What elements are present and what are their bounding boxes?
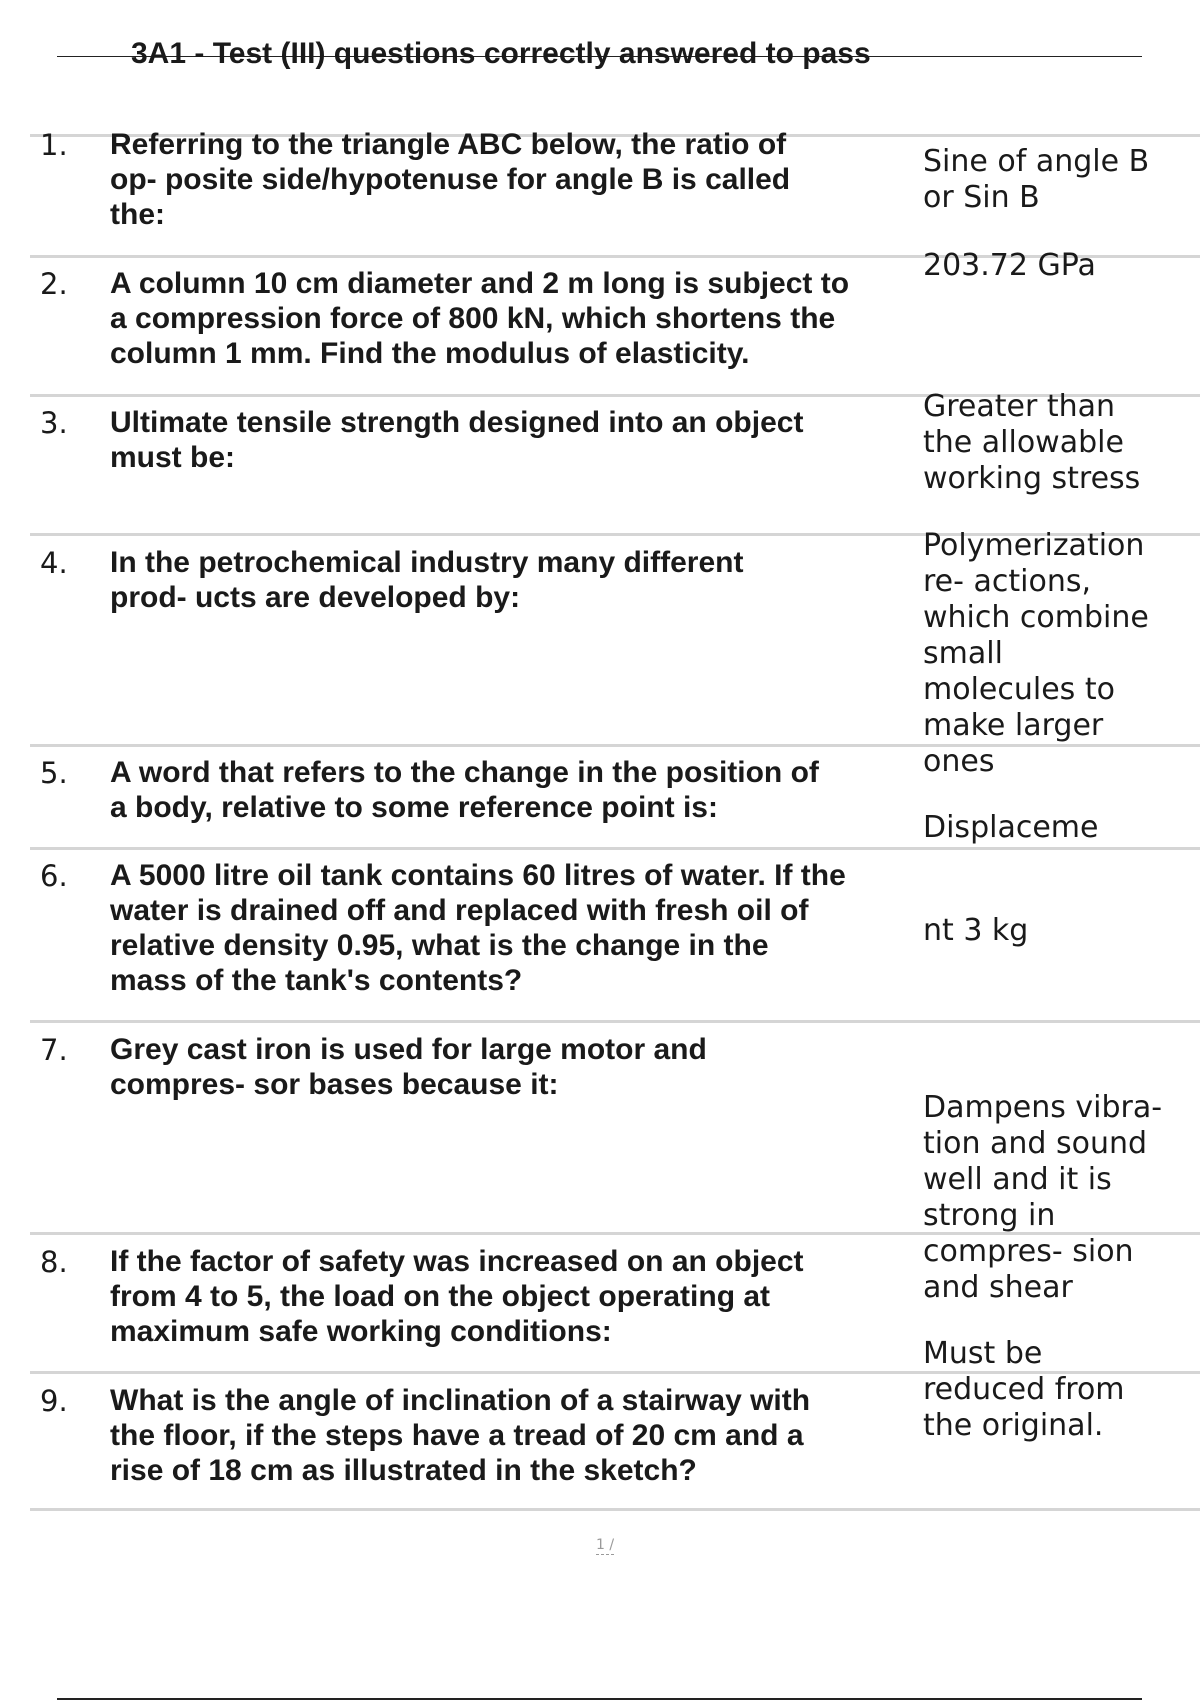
- question-number: 3.: [40, 406, 68, 440]
- question-line: from 4 to 5, the load on the object operating at: [110, 1280, 771, 1313]
- answer-line: tion and sound: [923, 1126, 1148, 1161]
- question-line: must be:: [110, 441, 236, 474]
- question-number: 6.: [40, 859, 68, 893]
- answer-text: [923, 144, 1149, 216]
- question-line: A 5000 litre oil tank contains 60 litres of water. If the: [110, 859, 846, 892]
- answer-line: Polymerization: [923, 528, 1145, 563]
- question-text: [110, 858, 910, 998]
- answer-text: [923, 389, 1140, 497]
- row-divider: [30, 1508, 1200, 1511]
- answer-line: and shear: [923, 1270, 1073, 1305]
- answer-line: or Sin B: [923, 180, 1040, 215]
- question-line: If the factor of safety was increased on an object: [110, 1245, 804, 1278]
- answer-line: well and it is: [923, 1162, 1112, 1197]
- question-line: Grey cast iron is used for large motor and: [110, 1033, 707, 1066]
- question-text: [110, 545, 910, 615]
- question-line: In the petrochemical industry many different: [110, 546, 744, 579]
- document-title: 3A1 - Test (III) questions correctly answered to pass: [131, 37, 871, 70]
- question-line: op- posite side/hypotenuse for angle B is called: [110, 163, 791, 196]
- answer-line: 203.72 GPa: [923, 248, 1096, 283]
- question-number: 7.: [40, 1033, 68, 1067]
- question-line: a body, relative to some reference point is:: [110, 791, 718, 824]
- question-number: 4.: [40, 546, 68, 580]
- row-divider: [30, 847, 1200, 850]
- question-line: relative density 0.95, what is the change in the: [110, 929, 769, 962]
- question-text: [110, 405, 910, 475]
- answer-line: small: [923, 636, 1003, 671]
- answer-line: Displaceme: [923, 810, 1099, 845]
- answer-line: re- actions,: [923, 564, 1092, 599]
- question-line: mass of the tank's contents?: [110, 964, 523, 997]
- question-line: water is drained off and replaced with fresh oil of: [110, 894, 809, 927]
- question-text: [110, 1383, 910, 1488]
- answer-line: compres- sion: [923, 1234, 1134, 1269]
- question-number: 1.: [40, 128, 68, 162]
- answer-line: Greater than: [923, 389, 1116, 424]
- answer-text: [923, 248, 1096, 284]
- answer-text: [923, 1336, 1125, 1444]
- row-divider: [30, 1020, 1200, 1023]
- answer-line: make larger: [923, 708, 1104, 743]
- question-line: prod- ucts are developed by:: [110, 581, 521, 614]
- answer-line: reduced from: [923, 1372, 1125, 1407]
- question-line: the:: [110, 198, 165, 231]
- page-number: 1 /: [596, 1537, 615, 1553]
- question-line: rise of 18 cm as illustrated in the sketch?: [110, 1454, 697, 1487]
- answer-text: [923, 810, 1098, 846]
- answer-line: working stress: [923, 461, 1141, 496]
- question-line: Ultimate tensile strength designed into an object: [110, 406, 804, 439]
- question-line: the floor, if the steps have a tread of 20 cm and a: [110, 1419, 804, 1452]
- question-number: 2.: [40, 267, 68, 301]
- answer-text: [923, 913, 1028, 949]
- question-line: What is the angle of inclination of a stairway with: [110, 1384, 811, 1417]
- question-number: 8.: [40, 1245, 68, 1279]
- question-line: Referring to the triangle ABC below, the ratio of: [110, 128, 787, 161]
- answer-text: [923, 1090, 1162, 1306]
- question-line: A column 10 cm diameter and 2 m long is subject to: [110, 267, 850, 300]
- answer-line: ones: [923, 744, 995, 779]
- question-text: [110, 1032, 910, 1102]
- answer-line: nt 3 kg: [923, 913, 1029, 948]
- answer-line: the allowable: [923, 425, 1124, 460]
- question-line: compres- sor bases because it:: [110, 1068, 559, 1101]
- question-number: 9.: [40, 1384, 68, 1418]
- answer-line: strong in: [923, 1198, 1056, 1233]
- question-line: a compression force of 800 kN, which shortens the: [110, 302, 836, 335]
- question-number: 5.: [40, 756, 68, 790]
- answer-line: which combine: [923, 600, 1149, 635]
- question-text: [110, 266, 910, 371]
- answer-line: Sine of angle B: [923, 144, 1150, 179]
- question-text: [110, 127, 910, 232]
- question-text: [110, 1244, 910, 1349]
- question-line: maximum safe working conditions:: [110, 1315, 612, 1348]
- answer-line: molecules to: [923, 672, 1115, 707]
- answer-line: Must be: [923, 1336, 1043, 1371]
- answer-text: [923, 528, 1149, 780]
- answer-line: Dampens vibra-: [923, 1090, 1163, 1125]
- question-text: [110, 755, 910, 825]
- question-line: A word that refers to the change in the position of: [110, 756, 819, 789]
- question-line: column 1 mm. Find the modulus of elasticity.: [110, 337, 750, 370]
- answer-line: the original.: [923, 1408, 1104, 1443]
